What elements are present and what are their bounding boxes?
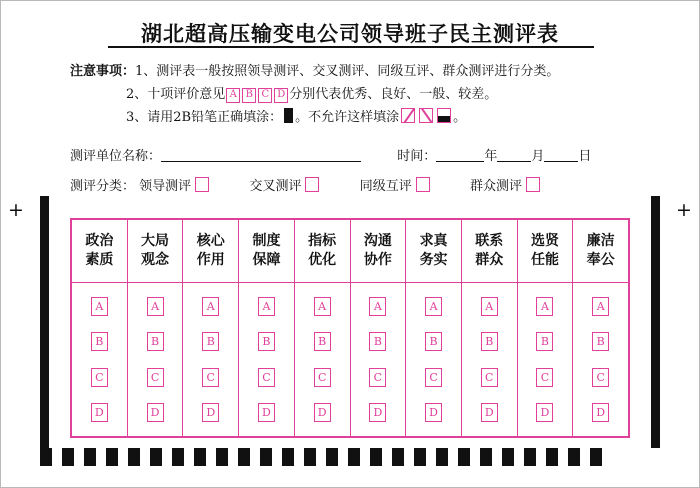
year-label: 年 [484, 149, 498, 164]
bubble-5-d[interactable]: D [314, 403, 331, 422]
column-header-2-line1: 大局 [141, 233, 170, 249]
note-line-1 [70, 60, 630, 83]
note-line-3 [70, 106, 630, 129]
note-line-2 [70, 83, 630, 106]
note-1-number: 1、 [135, 64, 157, 79]
bubble-10-a[interactable]: A [592, 297, 609, 316]
bubble-6-c[interactable]: C [369, 368, 386, 387]
evaluation-grid [70, 218, 630, 438]
grid-column-9 [518, 220, 574, 436]
timing-tick [392, 448, 404, 466]
note-3-text-c: 。 [453, 110, 467, 125]
column-body-7 [406, 283, 461, 436]
category-item-leader[interactable] [139, 179, 209, 194]
title-underline [108, 46, 594, 48]
grid-column-7 [406, 220, 462, 436]
category-cross-label: 交叉测评 [249, 179, 302, 194]
column-header-7 [406, 220, 461, 283]
timing-tick [436, 448, 448, 466]
bubble-3-a[interactable]: A [202, 297, 219, 316]
timing-tick [502, 448, 514, 466]
timing-tick [62, 448, 74, 466]
wrong-fill-example-1-icon [401, 108, 415, 123]
notes-block [70, 60, 630, 129]
bubble-3-b[interactable]: B [202, 332, 219, 351]
column-header-10-line1: 廉洁 [586, 233, 615, 249]
timing-tick [216, 448, 228, 466]
timing-tick [304, 448, 316, 466]
grid-column-5 [295, 220, 351, 436]
wrong-fill-example-2-icon [419, 108, 433, 123]
timing-tick [546, 448, 558, 466]
timing-tick [414, 448, 426, 466]
bubble-5-a[interactable]: A [314, 297, 331, 316]
column-body-9 [518, 283, 573, 436]
note-3-text-a: 请用2B铅笔正确填涂： [147, 110, 283, 125]
bubble-2-c[interactable]: C [147, 368, 164, 387]
bubble-9-b[interactable]: B [536, 332, 553, 351]
column-body-2 [128, 283, 183, 436]
option-box-c-icon: C [258, 88, 272, 103]
category-leader-checkbox[interactable] [195, 177, 209, 192]
timing-tick [172, 448, 184, 466]
category-item-cross[interactable] [249, 179, 319, 194]
bubble-8-a[interactable]: A [481, 297, 498, 316]
column-header-1-line1: 政治 [85, 233, 114, 249]
timing-tick [128, 448, 140, 466]
timing-marks-bottom [40, 448, 660, 466]
bubble-9-c[interactable]: C [536, 368, 553, 387]
column-header-3-line2: 作用 [196, 252, 225, 268]
column-body-8 [462, 283, 517, 436]
bubble-2-a[interactable]: A [147, 297, 164, 316]
column-header-1 [72, 220, 127, 283]
column-header-2-line2: 观念 [141, 252, 170, 268]
column-header-3-line1: 核心 [196, 233, 225, 249]
timing-bar-right [651, 196, 660, 448]
column-header-2 [128, 220, 183, 283]
bubble-7-b[interactable]: B [425, 332, 442, 351]
bubble-1-d[interactable]: D [91, 403, 108, 422]
column-header-1-line2: 素质 [85, 252, 114, 268]
bubble-5-c[interactable]: C [314, 368, 331, 387]
column-header-7-line1: 求真 [419, 233, 448, 249]
wrong-fill-example-3-icon [437, 108, 451, 123]
bubble-8-c[interactable]: C [481, 368, 498, 387]
option-box-d-icon: D [274, 88, 288, 103]
timing-tick [458, 448, 470, 466]
option-box-b-icon: B [242, 88, 256, 103]
timing-tick [106, 448, 118, 466]
day-input[interactable] [544, 147, 578, 162]
grid-column-3 [183, 220, 239, 436]
grid-column-6 [351, 220, 407, 436]
grid-column-4 [239, 220, 295, 436]
timing-tick [568, 448, 580, 466]
day-label: 日 [578, 149, 592, 164]
bubble-4-c[interactable]: C [258, 368, 275, 387]
timing-tick [150, 448, 162, 466]
bubble-8-b[interactable]: B [481, 332, 498, 351]
registration-mark-left-icon: + [8, 199, 24, 221]
timing-tick [326, 448, 338, 466]
month-input[interactable] [497, 147, 531, 162]
note-2-text-a: 十项评价意见 [147, 87, 226, 102]
bubble-7-d[interactable]: D [425, 403, 442, 422]
timing-tick [524, 448, 536, 466]
grid-column-8 [462, 220, 518, 436]
category-label: 测评分类： [70, 179, 136, 194]
info-block [70, 145, 630, 205]
grid-column-2 [128, 220, 184, 436]
grid-column-1 [72, 220, 128, 436]
category-peer-checkbox[interactable] [416, 177, 430, 192]
unit-row [70, 145, 630, 175]
month-label: 月 [531, 149, 545, 164]
bubble-6-d[interactable]: D [369, 403, 386, 422]
note-2-number: 2、 [126, 87, 148, 102]
category-peer-label: 同级互评 [359, 179, 412, 194]
column-header-5-line2: 优化 [308, 252, 337, 268]
timing-tick [480, 448, 492, 466]
column-header-6-line1: 沟通 [363, 233, 392, 249]
column-header-10-line2: 奉公 [586, 252, 615, 268]
timing-tick [282, 448, 294, 466]
bubble-7-a[interactable]: A [425, 297, 442, 316]
registration-mark-right-icon: + [676, 199, 692, 221]
column-header-8 [462, 220, 517, 283]
bubble-4-a[interactable]: A [258, 297, 275, 316]
column-body-10 [573, 283, 628, 436]
column-body-5 [295, 283, 350, 436]
note-2-text-b: 分别代表优秀、良好、一般、较差。 [289, 87, 498, 102]
bubble-5-b[interactable]: B [314, 332, 331, 351]
category-leader-label: 领导测评 [139, 179, 192, 194]
timing-tick [238, 448, 250, 466]
bubble-1-c[interactable]: C [91, 368, 108, 387]
bubble-3-c[interactable]: C [202, 368, 219, 387]
column-header-4-line1: 制度 [252, 233, 281, 249]
bubble-10-b[interactable]: B [592, 332, 609, 351]
note-1-text-b: 交叉测评、同级互评、群众测评进行分类。 [312, 64, 560, 79]
timing-tick [194, 448, 206, 466]
timing-tick [84, 448, 96, 466]
timing-tick [40, 448, 52, 466]
column-header-3 [183, 220, 238, 283]
unit-label: 测评单位名称： [70, 149, 162, 164]
column-body-6 [351, 283, 406, 436]
note-3-text-b: 。不允许这样填涂 [295, 110, 400, 125]
column-header-4-line2: 保障 [252, 252, 281, 268]
bubble-4-d[interactable]: D [258, 403, 275, 422]
grid-column-10 [573, 220, 628, 436]
category-item-peer[interactable] [360, 179, 430, 194]
bubble-8-d[interactable]: D [481, 403, 498, 422]
bubble-9-a[interactable]: A [536, 297, 553, 316]
bubble-7-c[interactable]: C [425, 368, 442, 387]
timing-tick [370, 448, 382, 466]
column-header-8-line2: 群众 [475, 252, 504, 268]
column-header-7-line2: 务实 [419, 252, 448, 268]
column-header-9-line1: 选贤 [530, 233, 559, 249]
column-header-6 [351, 220, 406, 283]
bubble-3-d[interactable]: D [202, 403, 219, 422]
column-header-8-line1: 联系 [475, 233, 504, 249]
bubble-1-a[interactable]: A [91, 297, 108, 316]
column-header-6-line2: 协作 [363, 252, 392, 268]
column-header-4 [239, 220, 294, 283]
bubble-6-b[interactable]: B [369, 332, 386, 351]
category-mass-checkbox[interactable] [526, 177, 540, 192]
column-body-1 [72, 283, 127, 436]
bubble-1-b[interactable]: B [91, 332, 108, 351]
bubble-6-a[interactable]: A [369, 297, 386, 316]
column-body-3 [183, 283, 238, 436]
column-body-4 [239, 283, 294, 436]
timing-tick [260, 448, 272, 466]
category-row [70, 175, 630, 205]
column-header-5 [295, 220, 350, 283]
column-header-10 [573, 220, 628, 283]
note-1-text-a: 测评表一般按照领导测评、 [156, 64, 313, 79]
time-label: 时间： [397, 149, 437, 164]
bubble-9-d[interactable]: D [536, 403, 553, 422]
notes-label: 注意事项： [70, 64, 136, 79]
bubble-10-d[interactable]: D [592, 403, 609, 422]
bubble-2-b[interactable]: B [147, 332, 164, 351]
year-input[interactable] [436, 147, 484, 162]
timing-tick [348, 448, 360, 466]
correct-fill-example-icon [284, 108, 293, 123]
column-header-5-line1: 指标 [308, 233, 337, 249]
bubble-10-c[interactable]: C [592, 368, 609, 387]
bubble-2-d[interactable]: D [147, 403, 164, 422]
timing-tick [590, 448, 602, 466]
category-item-mass[interactable] [470, 179, 540, 194]
option-box-a-icon: A [226, 88, 240, 103]
column-header-9 [518, 220, 573, 283]
column-header-9-line2: 任能 [530, 252, 559, 268]
unit-input[interactable] [161, 147, 361, 162]
page-title: 湖北超高压输变电公司领导班子民主测评表 [141, 21, 559, 46]
category-cross-checkbox[interactable] [305, 177, 319, 192]
note-3-number: 3、 [126, 110, 148, 125]
bubble-4-b[interactable]: B [258, 332, 275, 351]
timing-bar-left [40, 196, 49, 448]
category-mass-label: 群众测评 [470, 179, 523, 194]
